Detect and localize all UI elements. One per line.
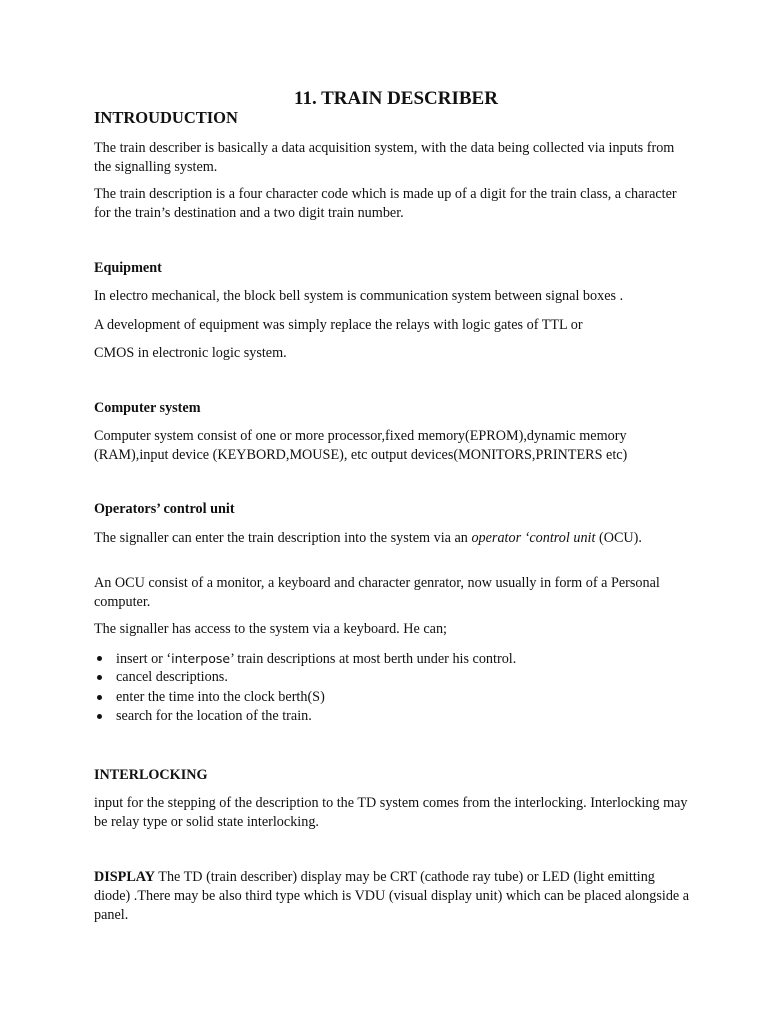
list-item bbox=[94, 688, 694, 707]
equipment-paragraph-1: In electro mechanical, the block bell system is communication system between signal boxes . bbox=[94, 288, 624, 304]
list-item bbox=[94, 707, 694, 726]
ocu-p1-text: The signaller can enter the train description into the system via an bbox=[94, 530, 472, 546]
ocu-paragraph-3: The signaller has access to the system via a keyboard. He can; bbox=[94, 621, 447, 637]
bullet-icon bbox=[97, 695, 102, 700]
bullet-term: interpose bbox=[171, 651, 231, 666]
ocu-paragraph-1 bbox=[94, 529, 694, 548]
bullet-text: cancel descriptions. bbox=[116, 669, 228, 686]
equipment-paragraph-2: A development of equipment was simply replace the relays with logic gates of TTL or bbox=[94, 317, 583, 333]
display-label: DISPLAY bbox=[94, 869, 155, 885]
bullet-icon bbox=[97, 656, 102, 661]
bullet-text: ’ train descriptions at most berth under his control. bbox=[230, 651, 517, 667]
ocu-capability-list bbox=[94, 649, 694, 726]
interlocking-heading: INTERLOCKING bbox=[94, 767, 208, 783]
equipment-paragraph-3: CMOS in electronic logic system. bbox=[94, 345, 287, 361]
intro-paragraph-2: The train description is a four character code which is made up of a digit for the train class, a character for the train’s destination and a two digit train number. bbox=[94, 186, 677, 221]
computer-system-paragraph: Computer system consist of one or more processor,fixed memory(EPROM),dynamic memory (RAM),input device (KEYBORD,MOUSE), etc output devices(MONITORS,PRINTERS etc) bbox=[94, 428, 628, 463]
ocu-paragraph-2: An OCU consist of a monitor, a keyboard and character genrator, now usually in form of a Personal computer. bbox=[94, 575, 660, 610]
ocu-p1-tail: (OCU). bbox=[595, 530, 642, 546]
intro-paragraph-1: The train describer is basically a data acquisition system, with the data being collected via inputs from the signalling system. bbox=[94, 140, 675, 175]
list-item bbox=[94, 668, 694, 687]
display-text: The TD (train describer) display may be CRT (cathode ray tube) or LED (light emitting diode) .There may be also third type which is VDU (visual display unit) which can be placed alongside a panel. bbox=[94, 869, 690, 923]
display-paragraph bbox=[94, 868, 694, 925]
bullet-text: enter the time into the clock berth(S) bbox=[116, 688, 325, 705]
interlocking-paragraph: input for the stepping of the description to the TD system comes from the interlocking. Interlocking may be relay type or solid state interlocking. bbox=[94, 795, 688, 830]
ocu-heading: Operators’ control unit bbox=[94, 501, 235, 517]
page-title: 11. TRAIN DESCRIBER bbox=[294, 88, 498, 109]
bullet-text: insert or ‘ bbox=[116, 651, 172, 667]
bullet-icon bbox=[97, 714, 102, 719]
list-item bbox=[94, 649, 694, 668]
ocu-p1-italic: operator ‘control unit bbox=[471, 530, 596, 546]
computer-system-heading: Computer system bbox=[94, 400, 201, 416]
bullet-text: search for the location of the train. bbox=[116, 707, 312, 724]
bullet-icon bbox=[97, 675, 102, 680]
equipment-heading: Equipment bbox=[94, 260, 162, 276]
intro-heading: INTROUDUCTION bbox=[94, 108, 238, 127]
